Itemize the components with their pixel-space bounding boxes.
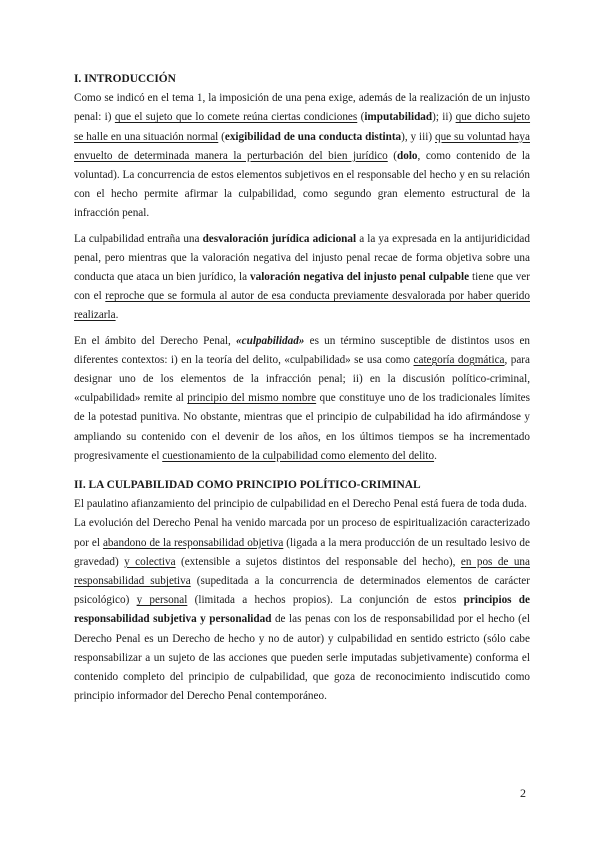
page-number: 2 bbox=[520, 786, 526, 800]
emphasized-text: dolo bbox=[397, 149, 418, 162]
emphasized-text: «culpabilidad» bbox=[236, 334, 305, 347]
text-run: que constituye uno de los tradicionales límites de la potestad punitiva. No obstante, mientras que el principio de culpabilidad ha ido afirmándose y ampliando su contenido con el devenir de los años, en los últimos tiempos se ha incrementado progresivamente el bbox=[74, 392, 530, 462]
text-run: En el ámbito del Derecho Penal, bbox=[74, 334, 237, 347]
emphasized-text: principios de responsabilidad subjetiva y personalidad bbox=[74, 594, 530, 626]
emphasized-text: valoración negativa del injusto penal culpable bbox=[250, 271, 470, 284]
text-run: Como se indicó en el tema 1, la imposición de una pena exige, además de la realización de un injusto penal: i) bbox=[74, 92, 530, 124]
section-2-paragraph-2 bbox=[74, 514, 530, 706]
text-run: El paulatino afianzamiento del principio de culpabilidad en el Derecho Penal está fuera de toda duda. bbox=[74, 498, 527, 511]
text-run: (ligada a la mera producción de un resultado lesivo de gravedad) bbox=[74, 536, 530, 568]
text-run: (supeditada a la concurrencia de determinados elementos de carácter psicológico) bbox=[74, 575, 530, 607]
text-run: de las penas con los de responsabilidad por el hecho (el Derecho Penal es un Derecho de hecho y no de autor) y culpabilidad en sentido estricto (sólo cabe responsabilizar a un sujeto de las acciones que pueden serle imputadas subjetivamente) conforma el contenido completo del principio de culpabilidad, que goza de reconocimiento indiscutido como principio informador del Derecho Penal contemporáneo. bbox=[74, 613, 530, 703]
text-run: ); ii) bbox=[432, 111, 456, 124]
underlined-text: en pos de una responsabilidad subjetiva bbox=[74, 555, 530, 588]
text-run: ( bbox=[387, 149, 397, 162]
section-1-paragraph-3 bbox=[74, 332, 530, 466]
text-run: (limitada a hechos propios). La conjunción de estos bbox=[187, 594, 464, 607]
text-run: , para designar uno de los elementos de la infracción penal; ii) en la discusión político-criminal, «culpabilidad» remite al bbox=[74, 353, 530, 405]
emphasized-text: imputabilidad bbox=[364, 111, 433, 124]
page-content bbox=[74, 70, 530, 707]
text-run: , como contenido de la voluntad). La concurrencia de estos elementos subjetivos en el responsable del hecho y en su relación con el hecho permite afirmar la culpabilidad, como segundo gran elemento estructural de la infracción penal. bbox=[74, 149, 530, 220]
underlined-text: y colectiva bbox=[124, 555, 176, 568]
text-run: . bbox=[115, 309, 119, 322]
underlined-text: principio del mismo nombre bbox=[187, 392, 317, 405]
section-2-heading: II. LA CULPABILIDAD COMO PRINCIPIO POLÍTICO-CRIMINAL bbox=[74, 479, 421, 492]
section-1-paragraph-2 bbox=[74, 230, 530, 326]
text-run: . bbox=[434, 449, 437, 462]
text-run: (extensible a sujetos distintos del responsable del hecho), bbox=[175, 555, 461, 568]
section-1-paragraph-1 bbox=[74, 89, 530, 223]
emphasized-text: desvaloración jurídica adicional bbox=[202, 232, 357, 245]
underlined-text: abandono de la responsabilidad objetiva bbox=[102, 536, 284, 549]
text-run: tiene que ver con el bbox=[74, 271, 530, 303]
underlined-text: reproche que se formula al autor de esa conducta previamente desvalorada por haber querido realizarla bbox=[74, 290, 530, 322]
underlined-text: y personal bbox=[136, 594, 188, 607]
text-run: La evolución del Derecho Penal ha venido marcada por un proceso de espiritualización caracterizado por el bbox=[74, 517, 530, 549]
text-run: La culpabilidad entraña una bbox=[74, 232, 203, 245]
section-2-paragraph-1 bbox=[74, 495, 530, 514]
text-run: ( bbox=[218, 130, 225, 143]
text-run: es un término susceptible de distintos usos en diferentes contextos: i) en la teoría del delito, «culpabilidad» se usa como bbox=[74, 334, 531, 366]
text-run: a la ya expresada en la antijuridicidad penal, pero mientras que la valoración negativa del injusto penal recae de forma objetiva sobre una conducta que ataca un bien jurídico, la bbox=[74, 232, 530, 284]
text-run: ), y iii) bbox=[401, 130, 435, 143]
underlined-text: que el sujeto que lo comete reúna ciertas condiciones bbox=[114, 111, 358, 124]
text-run: ( bbox=[357, 111, 365, 124]
emphasized-text: exigibilidad de una conducta distinta bbox=[224, 130, 402, 143]
section-1-heading: I. INTRODUCCIÓN bbox=[74, 73, 176, 85]
underlined-text: cuestionamiento de la culpabilidad como elemento del delito bbox=[162, 449, 435, 462]
underlined-text: que su voluntad haya envuelto de determinada manera la perturbación del bien jurídico bbox=[74, 130, 530, 162]
underlined-text: que dicho sujeto se halle en una situación normal bbox=[74, 111, 531, 143]
underlined-text: categoría dogmática bbox=[413, 353, 505, 366]
